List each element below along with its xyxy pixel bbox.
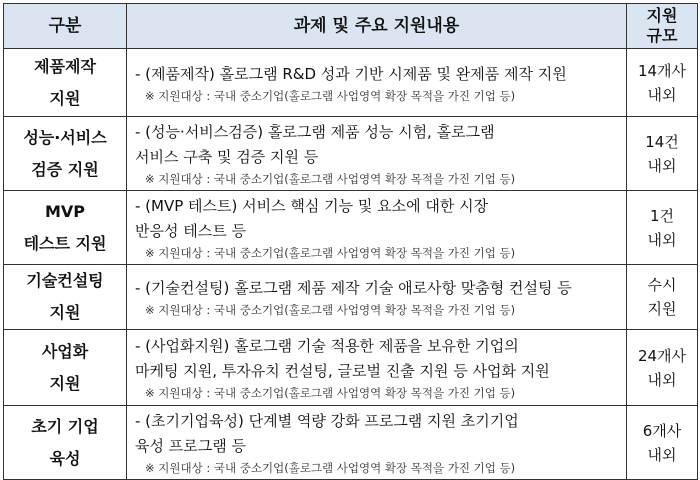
content-cell (127, 406, 627, 480)
table-row (4, 49, 698, 117)
category-line: 지원 (49, 303, 81, 322)
scale-line: 14건 (645, 132, 679, 151)
task-line: 마케팅 지원, 투자유치 컨설팅, 글로벌 진출 지원 등 사업화 지원 (135, 362, 550, 380)
category-line: 검증 지원 (31, 159, 99, 179)
target-note: ※ 지원대상 : 국내 중소기업(홀로그램 사업영역 확장 목적을 가진 기업 등) (145, 386, 516, 400)
category-line: 성능·서비스 (23, 127, 107, 147)
scale-line: 6개사 (642, 421, 682, 440)
scale-cell (627, 330, 698, 406)
scale-line: 내외 (647, 370, 677, 389)
category-cell (4, 330, 127, 406)
header-scale-line1: 지원 (646, 6, 678, 25)
scale-cell (627, 191, 698, 265)
scale-cell (627, 406, 698, 480)
category-line: 육성 (49, 448, 81, 468)
scale-line: 내외 (647, 230, 677, 249)
category-cell (4, 117, 127, 191)
category-cell (4, 265, 127, 330)
task-line: - (사업화지원) 홀로그램 기술 적용한 제품을 보유한 기업의 (135, 337, 519, 355)
task-line: - (성능·서비스검증) 홀로그램 제품 성능 시험, 홀로그램 (135, 123, 495, 141)
header-scale (627, 4, 698, 49)
scale-cell (627, 49, 698, 117)
task-line: - (제품제작) 홀로그램 R&D 성과 기반 시제품 및 완제품 제작 지원 (135, 64, 567, 83)
table-row (4, 330, 698, 406)
scale-line: 14개사 (637, 61, 687, 80)
task-line: - (기술컨설팅) 홀로그램 제품 제작 기술 애로사항 맞춤형 컨설팅 등 (135, 279, 572, 297)
content-cell (127, 49, 627, 117)
table-header-row (4, 4, 698, 49)
category-line: 지원 (49, 373, 81, 393)
category-cell (4, 191, 127, 265)
scale-line: 내외 (647, 445, 677, 464)
category-cell (4, 406, 127, 480)
task-line: 반응성 테스트 등 (135, 222, 246, 240)
scale-cell (627, 265, 698, 330)
scale-line: 내외 (647, 156, 677, 175)
header-category: 구분 (4, 4, 127, 49)
category-line: 기술컨설팅 (26, 271, 104, 290)
target-note: ※ 지원대상 : 국내 중소기업(홀로그램 사업영역 확장 목적을 가진 기업 등) (145, 88, 516, 103)
target-note: ※ 지원대상 : 국내 중소기업(홀로그램 사업영역 확장 목적을 가진 기업 등) (145, 303, 516, 317)
category-cell (4, 49, 127, 117)
target-note: ※ 지원대상 : 국내 중소기업(홀로그램 사업영역 확장 목적을 가진 기업 등) (145, 246, 516, 260)
scale-line: 지원 (647, 300, 677, 318)
header-scale-line2: 규모 (646, 26, 678, 45)
scale-line: 내외 (647, 85, 677, 104)
task-line: - (MVP 테스트) 서비스 핵심 기능 및 요소에 대한 시장 (135, 197, 489, 215)
task-line: 서비스 구축 및 검증 지원 등 (135, 148, 319, 166)
table-row (4, 191, 698, 265)
scale-line: 1건 (649, 206, 675, 225)
support-program-table (3, 3, 698, 480)
content-cell (127, 117, 627, 191)
content-cell (127, 330, 627, 406)
table-row (4, 406, 698, 480)
target-note: ※ 지원대상 : 국내 중소기업(홀로그램 사업영역 확장 목적을 가진 기업 등) (145, 172, 516, 186)
category-line: 테스트 지원 (23, 233, 107, 253)
task-line: 육성 프로그램 등 (135, 437, 246, 455)
category-line: 초기 기업 (31, 416, 99, 436)
scale-cell (627, 117, 698, 191)
table-row (4, 117, 698, 191)
header-content: 과제 및 주요 지원내용 (127, 4, 627, 49)
scale-line: 수시 (647, 276, 677, 294)
target-note: ※ 지원대상 : 국내 중소기업(홀로그램 사업영역 확장 목적을 가진 기업 등) (145, 461, 516, 475)
content-cell (127, 265, 627, 330)
category-line: 제품제작 (34, 56, 96, 76)
table-row (4, 265, 698, 330)
category-line: MVP (44, 201, 86, 221)
category-line: 지원 (49, 88, 81, 108)
scale-line: 24개사 (637, 346, 687, 365)
task-line: - (초기기업육성) 단계별 역량 강화 프로그램 지원 초기기업 (135, 412, 519, 430)
category-line: 사업화 (41, 341, 89, 361)
content-cell (127, 191, 627, 265)
